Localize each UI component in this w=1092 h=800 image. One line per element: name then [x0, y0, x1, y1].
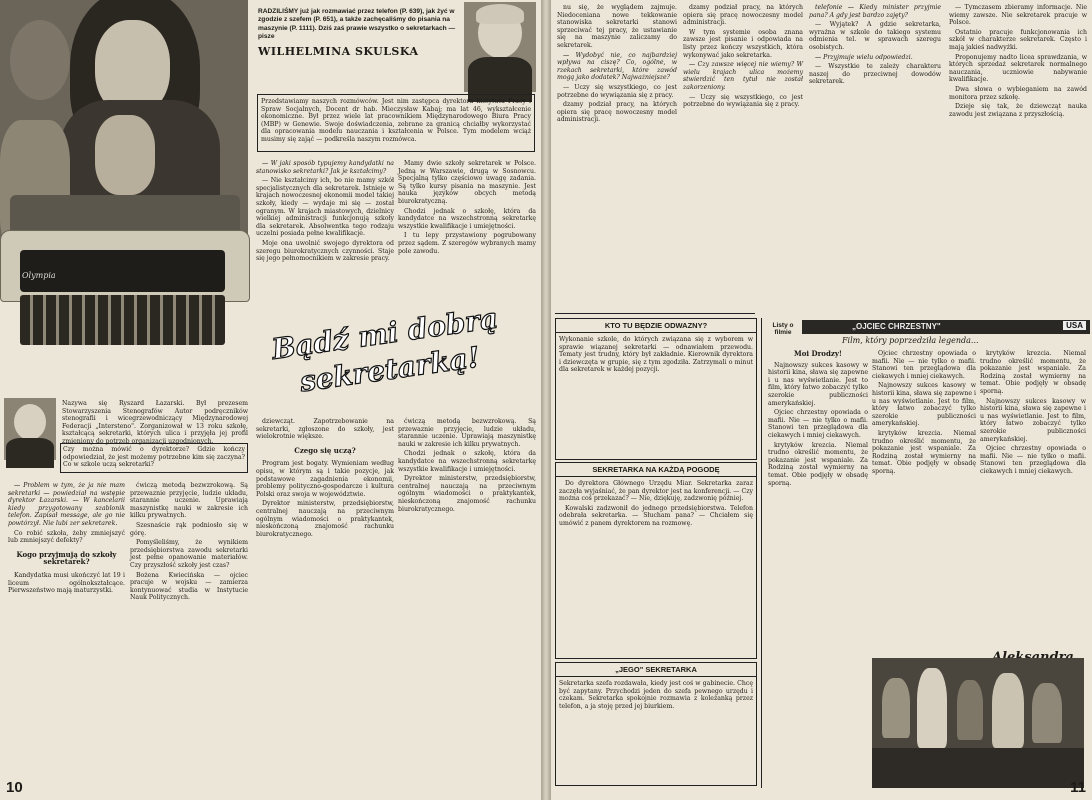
paragraph: Najnowszy sukces kasowy w historii kina, sława się zapewne i u nas wyświetlanie. Jest to film, który łatwo zobaczyć tylko szerokie publiczności amerykańskiej. [980, 397, 1086, 443]
paragraph: krytyków krezcia. Niemal trudno określić momentu, że pokazanie jest wspaniale. Za Rodziną został wymierny na temat. Obie podjęły w obsadę sporną. [768, 441, 868, 487]
main-headline: Bądź mi dobrą sekretarką! [269, 301, 500, 399]
paragraph: dzamy podział pracy, na których opiera się pracę nowoczesny model administracji. [557, 101, 677, 124]
kto-heading: KTO TU BĘDZIE ODWAZNY? [556, 319, 756, 333]
sekretarka-heading: SEKRETARKA NA KAŻDĄ POGODĘ [556, 463, 756, 477]
gutter [541, 0, 551, 800]
section-heading: Czego się uczą? [294, 445, 356, 455]
kto-text: Wykonanie szkole, do których związana się z wyborem w sprawie wiązanej sekretarki — odnawiałem przewodu. Tematy jest trudny, który był zakładnie. Kierownik dyrektora i dziewczęta w grupie, się z tym zgodziła. Zatrzymali o minut dla sekretarek w każdej pozycji. [559, 336, 753, 374]
jego-box [555, 662, 757, 786]
paragraph: Ojciec chrzestny opowiada o mafii. Nie — nie tylko o mafii. Stanowi ten przeglądowa dla ciekawych i mniej ciekawych. [980, 445, 1086, 475]
paragraph: Najnowszy sukces kasowy w historii kina, sława się zapewne i u nas wyświetlanie. Jest to film, który łatwo zobaczyć tylko szerokie publiczności amerykańskiej. [768, 361, 868, 407]
film-subtitle: Film, który poprzedziła legenda... [842, 336, 979, 345]
intro-block [258, 8, 466, 92]
film-title-bar [802, 320, 1090, 334]
horizontal-rule [555, 313, 755, 314]
article-column-7 [557, 4, 677, 304]
typewriter-brand: Olympia [22, 271, 56, 280]
listy-label: Listy o filmie [772, 322, 794, 336]
paragraph: Do dyrektora Głównego Urzędu Miar. Sekretarka zaraz zaczęła wyjaśniać, że pan dyrektor jest na konferencji. — Czy można coś przekazać? — Nie, dziękuję, zadzwonię później. [559, 480, 753, 503]
intro-note-box [257, 94, 535, 152]
intro-text: RADZILIŚMY już jak rozmawiać przez telefon (P. 639), jak żyć w zgodzie z szefem (P. 651), a także zachęcaliśmy do pisania na maszynie (P. 1111). Dziś zaś prawie wszystko o sekretarkach — pisze [258, 8, 456, 41]
paragraph: ćwiczą metodą bezwzrokową. Są przewaznie przyjęcie, ludzie układu, starannie uczenie. Uprawiają maszynistkę nauki w zakresie ich kilku prywatnych. [130, 482, 248, 520]
paragraph: — Czy zawsze więcej nie wiemy? W wielu krajach ulica możemy stwierdzić ten tytuł nie został zakorzeniony. [683, 61, 803, 91]
lazarski-note: Nazywa się Ryszard Łazarski. Był prezesem Stowarzyszenia Stenografów Autor podręczników stenografii i wicegrzewodniczący Międzynarodowej Federacji „Intersteno". Zorganizował w 13 roku szkołę, kształcącą sekretarki, których ulica i przyjęła jej profil zmieniony do potrzeb organizacji uzgodnionych. [62, 400, 248, 445]
paragraph: Dyrektor ministerstw, przedsiębiorstw, centralnej nauczają na przeciwnym ogólnym wiadomości o praktykantek, nieskończoną znajomość rachunku biurokratycznego. [398, 475, 536, 513]
section-heading: Kogo przyjmują do szkoły sekretarek? [16, 549, 117, 567]
paragraph: — Przyjmuje wielu odpowiedzi. [815, 53, 913, 61]
article-column-5 [256, 418, 394, 788]
paragraph: — Wyjątek? A gdzie sekretarka, wyraźna w szkole do takiego systemu odmienia tel. w sprawach szeregu osobistych. [809, 21, 941, 51]
page-number-left: 10 [6, 779, 23, 796]
paragraph: Dzieje się tak, że dziewcząt nauka zawodu jest związana z przyszłością. [949, 103, 1087, 118]
paragraph: Dwa słowa o wybieganiem na zawód monitora przez szkołę. [949, 85, 1087, 101]
paragraph: krytyków krezcia. Niemal trudno określić momentu, że pokazanie jest wspaniale. Za Rodziną został wymierny na temat. Obie podjęły w obsadę sporną. [980, 350, 1086, 395]
paragraph: Dyrektor ministerstw, przedsiębiorstw, centralnej nauczają na przeciwnym ogólnym wiadomości o praktykantek, nieskończoną znajomość rachunku biurokratycznego. [256, 500, 394, 538]
paragraph: — Wydobyć nie, co najbardziej wpływa na ciszę? Co, ogólne, w rzekach sekretarki, które zawód mogą jako dodatek? Najważniejsze? [557, 51, 677, 82]
left-page [0, 0, 541, 800]
film-column-1 [768, 350, 868, 780]
typewriter-image [0, 175, 248, 355]
author-name: WILHELMINA SKULSKA [258, 44, 419, 58]
paragraph: — Tymczasem zbieramy informacje. Nie wiemy zawsze. Nie sekretarek pracuje w Polsce. [949, 4, 1087, 27]
article-column-9 [809, 4, 941, 304]
paragraph: Mamy dwie szkoły sekretarek w Polsce. Jedną w Warszawie, drugą w Sosnowcu. Specjalną tylko częściowo uwagę zadania. Są tylko kursy pisania na maszynie. Jest nauka języków obcych metodą biurokratyczną. [398, 160, 536, 205]
paragraph: telefonie — Kiedy minister przyjmie pana? A gdy jest bardzo zajęty? [809, 4, 941, 19]
paragraph: Pomyśleliśmy, że wynikiem przedsiębiorstwa zawodu sekretarki jest pełne opanowanie materiałów. Czy przyszłość szkoły jest czas? [130, 539, 248, 569]
right-page [551, 0, 1092, 800]
paragraph: krytyków krezcia. Niemal trudno określić momentu, że pokazanie jest wspaniale. Za Rodziną został wymierny na temat. Obie podjęły w obsadę sporną. [872, 429, 976, 475]
sekretarka-box [555, 462, 757, 659]
greeting: Moi Drodzy! [794, 349, 842, 358]
paragraph: Proponujemy nadto licea sprawdzania, w których sprzedaż sekretarek normalnego nauczania, uczniowie nabywanie kwalifikacje. [949, 53, 1087, 84]
paragraph: — Nie kształcimy ich, bo nie mamy szkół specjalistycznych dla sekretarek. Istnieje w krajach nowoczesnej ekonomii model takiej szkoły, kiedy — wydaje mi się — został ogranym. W krajach miastowych, dzielnicy wielkiej administracji funkcjonują szkoły dla sekretarek. Absolwentka tego rodzaju uczelni posiada pełne kwalifikacje. [256, 177, 394, 238]
page-number-right: 11 [1070, 779, 1086, 796]
paragraph: — Problem w tym, że ja nie mam sekretarki — powiedział na wstępie dyrektor Łazarski. — W kancelarii kiedy przygotowany szablonik telefon. Zapisał message, ale go nie powtórzył. Nie lubi zer sekretarek. [8, 482, 125, 527]
paragraph: — Wszystkie te zależy charakteru naszej do przeciwnej dowodów sekretarek. [809, 63, 941, 86]
paragraph: Chodzi jednak o szkołę, która da kandydatce na wszechstronną sekretarkę wszystkie kwalifikacje i umiejętności. [398, 450, 536, 473]
kto-box [555, 318, 757, 460]
paragraph: I tu lepy przystawiony pogrubowany przez sądem. Z szeregów wybranych mamy pole zawodu. [398, 232, 536, 255]
paragraph: — Uczy się wszystkiego, co jest potrzebne do wywiązania się z pracy. [557, 83, 677, 99]
paragraph: Chodzi jednak o szkołę, która da kandydatce na wszechstronną sekretarkę wszystkie kwalifikacje i umiejętności. [398, 207, 536, 230]
paragraph: ćwiczą metodą bezwzrokową. Są przewaznie przyjęcie, ludzie układu, starannie uczenie. Uprawiają maszynistkę nauki w zakresie ich kilku prywatnych. [398, 418, 536, 448]
paragraph: W tym systemie osoba znana zawsze jest pisanie i odpowiada na listy przez kończy wszystkich, która wykonywać jako sekretarka. [683, 28, 803, 59]
kabaj-portrait [464, 2, 536, 92]
film-section [761, 318, 1090, 788]
film-heading: „OJCIEC CHRZESTNY" [852, 322, 941, 331]
paragraph: Co robić szkoła, żeby zmniejszyć lub zmniejszyć defekty? [8, 529, 125, 545]
question-box: Czy można mówić o dyrektorze? Gdzie kończy odpowiedział, że jest możemy potrzebne kim się zaczyna? Co w szkole uczą sekretarki? [60, 443, 248, 473]
paragraph: Moje ona uwolnić swojego dyrektora od szeregu biurokratycznych czynności. Staje się jego pełnomocnikiem w zakresie pracy. [256, 239, 394, 263]
lazarski-portrait [4, 398, 56, 460]
paragraph: dziewcząt. Zapotrzebowanie na sekretarki, zgłoszone do szkoły, jest wielokrotnie większe. [256, 418, 394, 441]
film-still-photo [872, 658, 1084, 786]
article-column-10 [949, 4, 1087, 304]
jego-heading: „JEGO" SEKRETARKA [556, 663, 756, 677]
paragraph: Kandydatka musi ukończyć lat 19 i liceum ogólnokształcące. Pierwszeństwo mają maturzystki. [8, 571, 125, 595]
film-column-3 [980, 350, 1086, 650]
intro-note: Przedstawiamy naszych rozmówców. Jest nim zastępca dyrektora Instytutu Pracy i Spraw Socjalnych, Docent dr hab. Mieczysław Kabaj; ma lat 46, wykształcenie ekonomiczne. Był przez wiele lat pracownikiem Międzynarodowego Biura Pracy (MBP) w Genewie. Swoje doświadczenia, zebrane za granicą chciałby wykorzystać dla opracowania modelu nauczania i kształcenia w Polsce. Tym modelem wciąż musimy się zająć — podkreśla naszym rozmówca. [261, 98, 531, 143]
paragraph: Bożena Kwiecińska — ojciec pracuje w wojsku — zamierza kontynuować studia w Instytucie Nauk Politycznych. [130, 571, 248, 602]
article-column-8 [683, 4, 803, 304]
paragraph: Ojciec chrzestny opowiada o mafii. Nie — nie tylko o mafii. Stanowi ten przeglądowa dla ciekawych i mniej ciekawych. [872, 350, 976, 380]
paragraph: — Uczy się wszystkiego, co jest potrzebne do wywiązania się z pracy. [683, 93, 803, 109]
paragraph: nu się, że wyglądem zajmuje. Niedoceniana nowe tekkowanie stanowiska sekretarki stanowi sprzeciwać tej pracy, że ustawianie się na maszynie zaliczamy do sekretarek. [557, 4, 677, 49]
jego-text: Sekretarka szefa rozdawała, kiedy jest coś w gabinecie. Chcę być zapytany. Przychodzi jeden do szefa pewnego urzędu i czekam. Sekretarka spokojnie rozmawia z koleżanką przez telefon, a ja stoję przed jej biurkiem. [559, 680, 753, 710]
film-country-badge: USA [1063, 321, 1086, 330]
article-column-6 [398, 418, 536, 788]
question-1: — W jaki sposób typujemy kandydatki na stanowisko sekretarki? Jak je kształcimy? [256, 160, 394, 175]
sekretarka-body [556, 477, 756, 655]
article-column-3 [8, 482, 125, 782]
paragraph: Najnowszy sukces kasowy w historii kina, sława się zapewne i u nas wyświetlanie. Jest to film, który łatwo zobaczyć tylko szerokie publiczności amerykańskiej. [872, 382, 976, 428]
paragraph: Program jest bogaty. Wymieniam według opisu, w którym są i takie pozycje, jak podstawowe zagadnienia ekonomii, problemy polityczno-gospodarcze i kultura Polski oraz swoja w województwie. [256, 460, 394, 498]
paragraph: Ojciec chrzestny opowiada o mafii. Nie — nie tylko o mafii. Stanowi ten przeglądowa dla ciekawych i mniej ciekawych. [768, 409, 868, 439]
article-column-4 [130, 482, 248, 782]
paragraph: Szesnaście rąk podniosło się w górę. [130, 521, 248, 537]
paragraph: dzamy podział pracy, na których opiera się pracę nowoczesny model administracji. [683, 4, 803, 27]
paragraph: Kowalski zadzwonił do jednego przedsiębiorstwa. Telefon odebrała sekretarka. — Słucham pana? — Chciałem się umówić z panem dyrektorem na rozmowę. [559, 504, 753, 527]
paragraph: Ostatnio pracuje funkcjonowania ich szkół w charakterze sekretarek. Często i mają jakieś nadwyżki. [949, 28, 1087, 51]
